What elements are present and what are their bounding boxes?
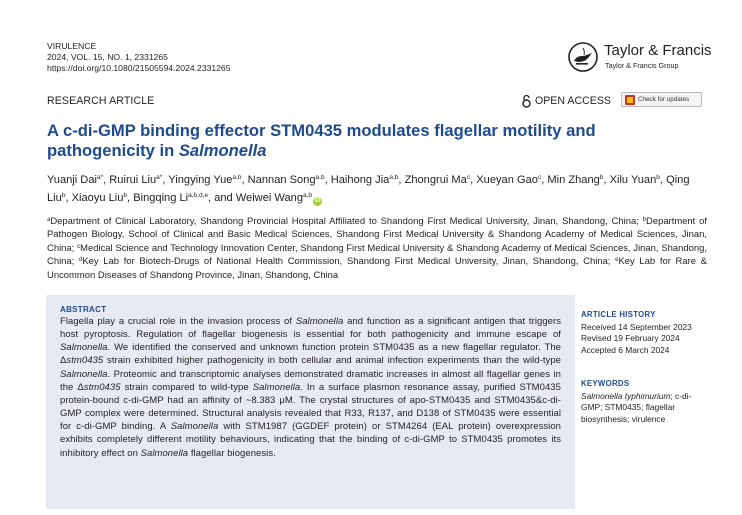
author-affiliation-marker: b bbox=[123, 191, 128, 199]
author-name[interactable]: Qing Liu bbox=[47, 174, 690, 204]
orcid-icon[interactable]: iD bbox=[314, 197, 321, 204]
author-affiliation-marker: a,b,d,e bbox=[188, 191, 209, 199]
abstract-segment: with STM1987 (GGDEF protein) or STM4264 (EAL protein) overexpression exhibits completely different motility behaviours, indicating that the binding of c-di-GMP to STM0435 promotes its inhibitory effect on bbox=[60, 421, 561, 459]
article-history-heading: ARTICLE HISTORY bbox=[581, 310, 656, 319]
author-list: Yuanji Dai$^{a*}$, Ruirui Liu$^{a*}$, Yingying Yue$^{a,b}$, Nannan Song$^{a,b}$, Haihong Jia$^{a,b}$, Zhongrui Ma$^c$, Xueyan Gao$^c$, Min Zhang$^b$, Xilu Yuan$^b$, Qing Liu$^b$, Xiaoyu Liu$^b$, Bingqing Li$^{a,b,d,e}$, and Weiwei Wang$^{a,b}$iD bbox=[47, 174, 690, 204]
section-label: RESEARCH ARTICLE bbox=[47, 95, 155, 107]
publisher-logo bbox=[567, 40, 712, 74]
affiliation-marker: c bbox=[77, 243, 81, 250]
author-affiliation-marker: b bbox=[599, 174, 604, 181]
affiliation-marker: b bbox=[642, 217, 646, 223]
author-affiliation-marker: b bbox=[61, 191, 66, 199]
open-access bbox=[521, 94, 611, 108]
abstract-segment: Flagella play a crucial role in the invasion process of bbox=[60, 316, 296, 327]
check-for-updates-button[interactable] bbox=[621, 92, 702, 107]
affiliation-text: Key Lab for Biotech-Drugs of National Health Commission, Shandong First Medical University, Jinan, Shandong, China; bbox=[82, 256, 611, 268]
abstract-segment: . In a surface plasmon resonance assay, purified STM0435 protein-bound c-di-GMP had an affinity of ~8.383 μM. The crystal structures of apo-STM0435 and STM0435&c-di-GMP complex were determined. Structural analysis revealed that R33, R137, and D138 of STM0435 were essential for c-di-GMP binding. A bbox=[60, 381, 561, 433]
abstract-segment: Salmonella bbox=[60, 368, 108, 380]
keyword-segment: ; c-di-GMP; STM0435; flagellar biosynthesis; virulence bbox=[581, 390, 692, 424]
author-affiliation-marker: a* bbox=[96, 174, 104, 181]
journal-info bbox=[47, 41, 231, 75]
title-italic: Salmonella bbox=[178, 141, 267, 160]
author-affiliation-marker: c bbox=[466, 174, 471, 181]
abstract-segment: strain compared to wild-type bbox=[120, 381, 253, 393]
revised-date: Revised 19 February 2024 bbox=[581, 333, 680, 344]
check-updates-icon bbox=[625, 95, 635, 105]
author-affiliation-marker: a,b bbox=[389, 174, 399, 181]
received-date: Received 14 September 2023 bbox=[581, 321, 692, 332]
affiliation-marker: d bbox=[78, 257, 83, 264]
abstract-segment: Salmonella bbox=[140, 447, 189, 459]
open-access-label: OPEN ACCESS bbox=[535, 95, 611, 107]
article-title bbox=[47, 121, 697, 161]
author-affiliation-marker: a* bbox=[156, 174, 163, 181]
abstract-segment: stm0435 bbox=[83, 381, 121, 393]
affiliation-marker: a bbox=[47, 217, 51, 223]
affiliation-text: Department of Clinical Laboratory, Shandong Provincial Hospital Affiliated to Shandong First Medical University, Jinan, Shandong, China; bbox=[50, 216, 639, 227]
author-name[interactable]: Xiaoyu Liu bbox=[71, 191, 124, 204]
author-name[interactable]: Yingying Yue bbox=[168, 174, 233, 186]
abstract-segment: Salmonella bbox=[60, 342, 108, 354]
author-name[interactable]: Weiwei Wang bbox=[235, 191, 303, 204]
journal-volume: 2024, VOL. 15, NO. 1, 2331265 bbox=[47, 52, 168, 63]
author-name[interactable]: Yuanji Dai bbox=[47, 174, 97, 186]
abstract-text bbox=[60, 315, 561, 460]
open-lock-icon bbox=[521, 94, 532, 108]
abstract-segment: Salmonella bbox=[170, 421, 219, 433]
journal-name: VIRULENCE bbox=[47, 41, 97, 51]
author-name[interactable]: Haihong Jia bbox=[330, 174, 390, 186]
accepted-date: Accepted 6 March 2024 bbox=[581, 344, 670, 355]
abstract-segment: flagellar biogenesis. bbox=[188, 447, 276, 459]
author-name[interactable]: Ruirui Liu bbox=[109, 174, 157, 186]
author-affiliation-marker: c bbox=[537, 174, 542, 181]
author-name[interactable]: Nannan Song bbox=[247, 174, 316, 186]
author-affiliation-marker: b bbox=[656, 174, 660, 181]
abstract-segment: Salmonella bbox=[295, 316, 344, 327]
keywords bbox=[581, 378, 706, 425]
affiliations bbox=[47, 215, 707, 282]
affiliation-marker: e bbox=[615, 257, 619, 264]
check-updates-label: Check for updates bbox=[638, 96, 690, 103]
author-affiliation-marker: a,b bbox=[232, 174, 242, 181]
taylor-francis-lamp-icon bbox=[567, 42, 599, 72]
affiliation-text: Department of Pathogen Biology, School of Clinical and Basic Medical Sciences, Shandong First Medical University & Shandong Academy of Medical Sciences, Jinan, China; bbox=[47, 216, 707, 254]
doi-link[interactable]: https://doi.org/10.1080/21505594.2024.2331265 bbox=[47, 63, 231, 74]
author-affiliation-marker: a,b bbox=[315, 174, 325, 181]
publisher-name: Taylor & Francis bbox=[604, 42, 712, 59]
affiliation-text: Key Lab for Rare & Uncommon Diseases of Shandong Province, Jinan, Shandong, China bbox=[47, 256, 707, 281]
abstract-box bbox=[46, 295, 575, 509]
keywords-text bbox=[581, 391, 706, 426]
keywords-heading: KEYWORDS bbox=[581, 379, 630, 388]
affiliation-text: Medical Science and Technology Innovation Center, Shandong First Medical University & Shandong Academy of Medical Sciences, Jinan, Shandong, China; bbox=[47, 242, 708, 268]
author-name[interactable]: Bingqing Li bbox=[133, 191, 189, 204]
author-name[interactable]: Zhongrui Ma bbox=[404, 174, 467, 186]
title-main: A c-di-GMP binding effector STM0435 modulates flagellar motility and pathogenicity in bbox=[47, 121, 596, 160]
author-affiliation-marker: a,b bbox=[302, 191, 313, 199]
publisher-group: Taylor & Francis Group bbox=[605, 61, 679, 70]
author-name[interactable]: Xueyan Gao bbox=[476, 174, 538, 186]
abstract-segment: . Proteomic and transcriptomic analyses demonstrated dramatic increases in almost all flagellar genes in the Δ bbox=[60, 368, 561, 393]
article-history bbox=[581, 309, 706, 356]
abstract-segment: Salmonella bbox=[252, 381, 301, 393]
abstract-segment: stm0435 bbox=[66, 355, 104, 367]
abstract-heading: ABSTRACT bbox=[60, 305, 107, 314]
author-name[interactable]: Min Zhang bbox=[547, 174, 600, 186]
abstract-segment: . We identified the conserved and unknown function protein STM0435 as a new flagellar regulator. The Δ bbox=[60, 342, 561, 367]
abstract-segment: strain exhibited higher pathogenicity in both cellular and animal infection experiments than the wild-type bbox=[103, 355, 561, 367]
keyword-segment: Salmonella typhimurium bbox=[581, 390, 671, 401]
author-name[interactable]: Xilu Yuan bbox=[609, 174, 657, 186]
abstract-segment: and function as a significant antigen that triggers host pyroptosis. Regulation of flagellar biogenesis is essential for both pathogenicity and immune escape of bbox=[60, 316, 561, 341]
